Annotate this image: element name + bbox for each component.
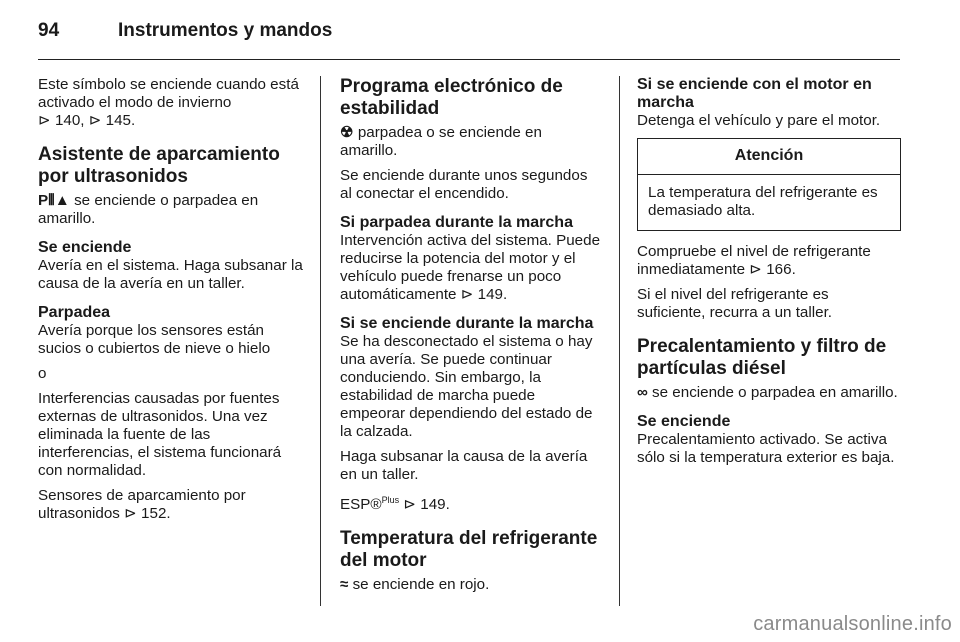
- parpadea-text: Avería porque los sensores están sucios o cubiertos de nieve o hielo: [38, 322, 271, 357]
- header-rule: [38, 59, 900, 60]
- blink-driving-text: Intervención activa del sistema. Puede reducirse la potencia del motor y el vehículo puede frenarse un poco automáticamente ⊳ 149.: [340, 232, 601, 303]
- esp-plus-ref: ESP®$^{Plus}$ ⊳ 149.: [340, 495, 450, 514]
- warning-box: [637, 138, 901, 231]
- engine-running-heading: Si se enciende con el motor en marcha: [637, 76, 872, 111]
- parking-assist-desc: P⦀▲ se enciende o parpadea en amarillo.: [38, 192, 259, 227]
- engine-running-text: Detenga el vehículo y pare el motor.: [637, 112, 881, 129]
- interference-text: Interferencias causadas por fuentes externas de ultrasonidos. Una vez eliminada la fuente de las interferencias, el sistema funcionará con normalidad.: [38, 390, 282, 479]
- column-divider: [320, 76, 321, 606]
- blink-driving-heading: Si parpadea durante la marcha: [340, 214, 573, 231]
- check-coolant-text: Compruebe el nivel de refrigerante inmediatamente ⊳ 166.: [637, 243, 871, 278]
- watermark: carmanualsonline.info: [753, 613, 952, 635]
- column-2: [340, 76, 602, 601]
- column-divider: [619, 76, 620, 606]
- winter-mode-refs: ⊳ 140, ⊳ 145.: [38, 112, 136, 129]
- preheat-on-text: Precalentamiento activado. Se activa sólo si la temperatura exterior es baja.: [637, 431, 895, 466]
- preheat-heading: Precalentamiento y filtro de partículas diésel: [637, 336, 887, 379]
- se-enciende-text: Avería en el sistema. Haga subsanar la causa de la avería en un taller.: [38, 257, 303, 292]
- preheat-on-heading: Se enciende: [637, 413, 731, 430]
- coolant-temp-heading: Temperatura del refrigerante del motor: [340, 528, 598, 572]
- parking-assist-icon: P⦀▲: [38, 192, 70, 209]
- warning-title: Atención: [638, 139, 900, 175]
- lit-driving-heading: Si se enciende durante la marcha: [340, 315, 594, 332]
- preheat-icon: ∞: [637, 384, 648, 401]
- esp-desc: ☢ parpadea o se enciende en amarillo.: [340, 124, 542, 159]
- or-text: o: [38, 365, 47, 382]
- coolant-temp-desc: ≈ se enciende en rojo.: [340, 576, 490, 594]
- page-header: [38, 20, 332, 42]
- warning-text: La temperatura del refrigerante es demasiado alta.: [648, 184, 878, 219]
- column-3: [637, 76, 901, 474]
- lit-driving-text: Se ha desconectado el sistema o hay una avería. Se puede continuar conduciendo. Sin embargo, la estabilidad de marcha puede empeorar dependiendo del estado de la calzada.: [340, 333, 593, 440]
- column-1: [38, 76, 306, 530]
- page-number: 94: [38, 20, 60, 41]
- esp-heading: Programa electrónico de estabilidad: [340, 76, 563, 119]
- se-enciende-heading: Se enciende: [38, 239, 132, 256]
- page-title: Instrumentos y mandos: [118, 20, 333, 41]
- parpadea-heading: Parpadea: [38, 304, 111, 321]
- esp-startup-text: Se enciende durante unos segundos al conectar el encendido.: [340, 167, 588, 202]
- preheat-desc: ∞ se enciende o parpadea en amarillo.: [637, 384, 898, 401]
- esp-icon: ☢: [340, 124, 354, 141]
- winter-mode-text: Este símbolo se enciende cuando está activado el modo de invierno: [38, 76, 299, 111]
- coolant-level-text: Si el nivel del refrigerante es suficiente, recurra a un taller.: [637, 286, 833, 321]
- parking-assist-heading: Asistente de aparcamiento por ultrasonidos: [38, 144, 280, 187]
- sensors-ref-text: Sensores de aparcamiento por ultrasonidos ⊳ 152.: [38, 487, 246, 522]
- coolant-temp-icon: ≈: [340, 576, 349, 594]
- repair-text: Haga subsanar la causa de la avería en un taller.: [340, 448, 588, 483]
